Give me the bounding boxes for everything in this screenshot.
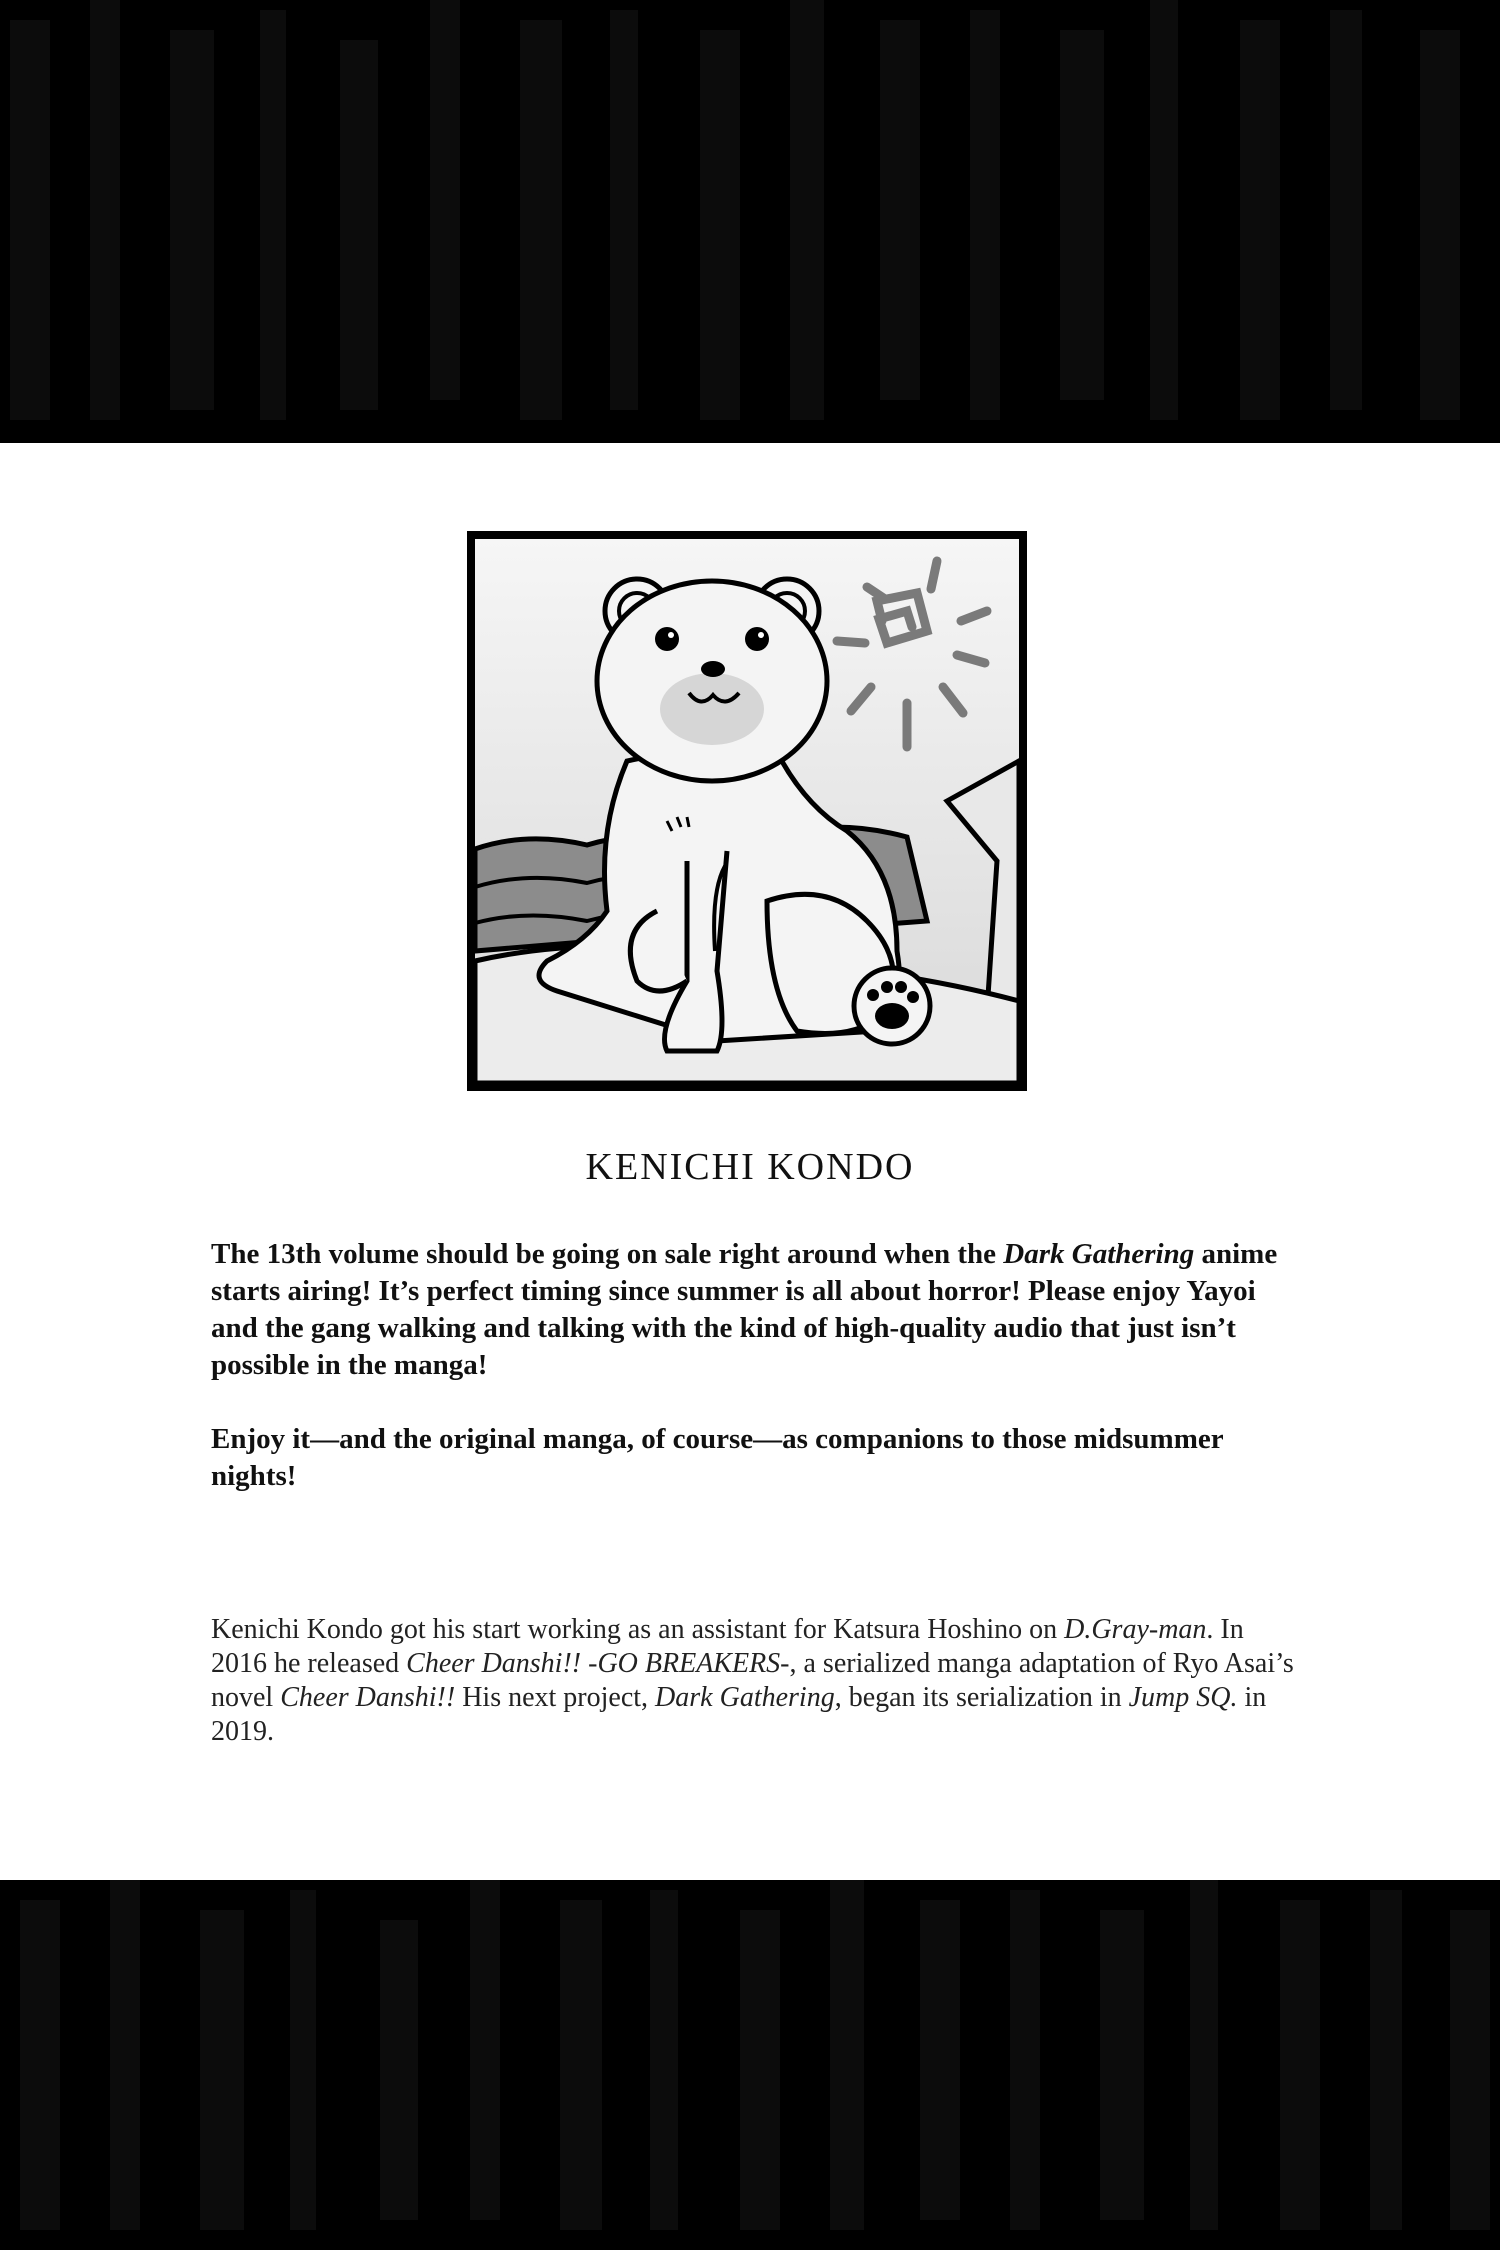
bio-paragraph [211,1613,1301,1749]
author-illustration [467,531,1027,1091]
top-black-band [0,0,1500,443]
bio-text: His next project, [455,1682,656,1713]
bio-text: , a serialized manga adaptation of Ryo Asai’s novel [211,1648,1294,1713]
top-band-texture [0,0,1500,443]
comment-text: anime starts airing! It’s perfect timing since summer is all about horror! Please enjoy Yayoi and the gang walking and talking with the kind of high-quality audio that just isn’t possible in the manga! [211,1238,1278,1381]
bio-text: in 2019. [211,1682,1267,1747]
bio-text: . In 2016 he released [211,1614,1244,1679]
comment-title: Dark Gathering [1003,1238,1195,1270]
bio-text: , began its serialization in [834,1682,1129,1713]
author-page [0,443,1500,1880]
bottom-black-band [0,1880,1500,2250]
comment-paragraph-2: Enjoy it—and the original manga, of course—as companions to those midsummer nights! [211,1423,1224,1492]
bio-text: Kenichi Kondo got his start working as an assistant for Katsura Hoshino on [211,1614,1065,1645]
author-bio [211,1613,1301,1749]
author-comment [211,1236,1301,1532]
bio-title: Cheer Danshi!! [280,1682,456,1713]
bio-title: Jump SQ. [1128,1682,1238,1713]
comment-paragraph-1 [211,1236,1301,1384]
bio-title: Dark Gathering [655,1682,835,1713]
polar-bear-icon [467,531,1027,1091]
bio-title: D.Gray-man [1064,1614,1207,1645]
comment-text: The 13th volume should be going on sale right around when the [211,1238,1004,1270]
author-name: KENICHI KONDO [585,1146,915,1188]
bio-title: Cheer Danshi!! -GO BREAKERS- [406,1648,790,1679]
bottom-band-texture [0,1880,1500,2250]
